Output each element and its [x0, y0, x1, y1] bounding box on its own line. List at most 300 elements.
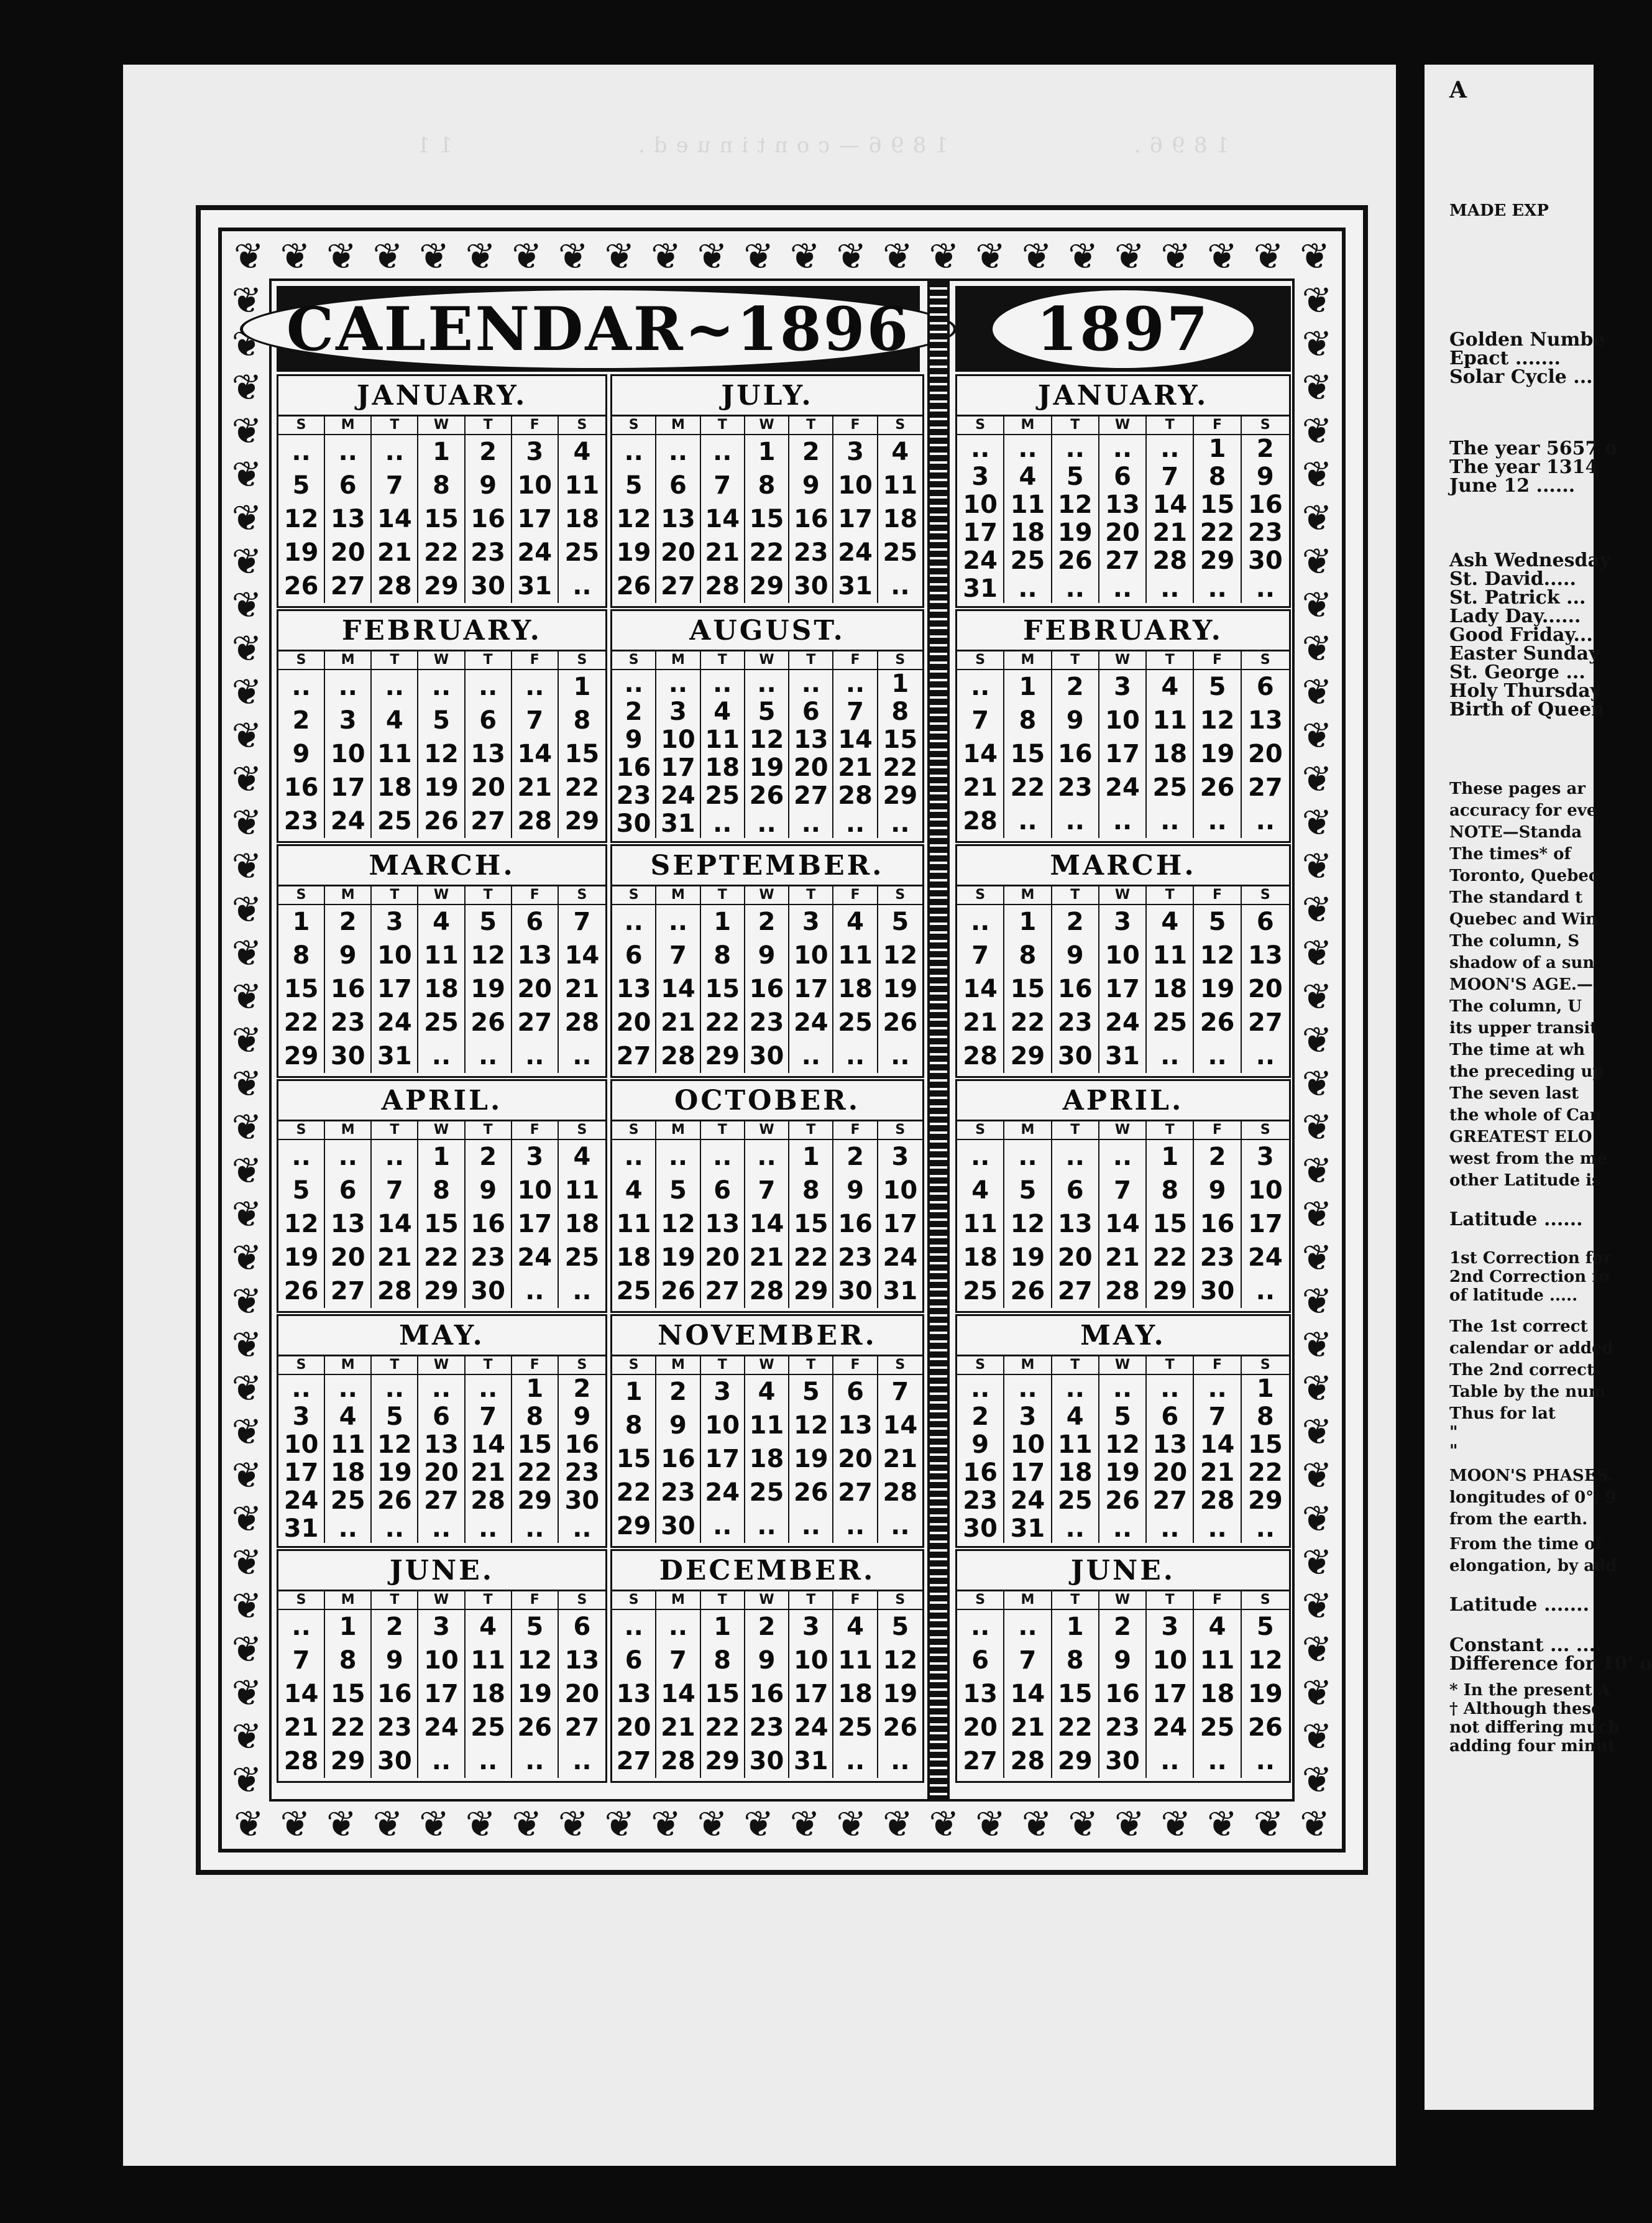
- day-number: ..: [1147, 1375, 1194, 1403]
- day-number: 5: [278, 1174, 325, 1207]
- weekday-header: M: [325, 1356, 372, 1375]
- day-number: 16: [564, 1430, 600, 1459]
- weekday-header: T: [1052, 1356, 1099, 1375]
- day-number: 5: [612, 469, 656, 502]
- leaf-ornament-icon: ❦: [1301, 366, 1333, 408]
- day-number: 5: [1099, 1403, 1147, 1431]
- day-number: ..: [1099, 1140, 1147, 1174]
- day-number: 22: [512, 1459, 559, 1487]
- day-number: 1: [325, 1610, 372, 1644]
- title-banner-1897: [955, 286, 1291, 372]
- almanac-text-line: from the earth.: [1449, 1510, 1588, 1529]
- day-number: 1: [278, 905, 325, 939]
- day-number: 20: [1147, 1459, 1194, 1487]
- leaf-ornament-icon: ❦: [280, 1803, 311, 1845]
- day-number: 5: [1256, 1613, 1274, 1641]
- day-number: 24: [372, 1006, 418, 1039]
- month-name: APRIL.: [278, 1081, 605, 1121]
- day-number: 11: [1147, 939, 1194, 972]
- weekday-header: W: [418, 886, 465, 905]
- calendar-title-1896: CALENDAR~1896: [240, 287, 957, 371]
- day-number: ..: [278, 670, 325, 704]
- day-number: 27: [466, 804, 512, 838]
- day-number: ..: [325, 1515, 372, 1543]
- leaf-ornament-icon: ❦: [1301, 1715, 1333, 1757]
- day-number: 30: [1099, 1744, 1147, 1778]
- month-block: [277, 1314, 607, 1548]
- day-number: 17: [1099, 972, 1147, 1006]
- leaf-ornament-icon: ❦: [231, 366, 262, 408]
- day-number: ..: [833, 1509, 878, 1543]
- day-number: 14: [1147, 491, 1194, 519]
- weekday-header: F: [512, 417, 559, 435]
- leaf-ornament-icon: ❦: [651, 235, 681, 277]
- weekday-header: W: [418, 651, 465, 670]
- weekday-header: S: [1242, 1356, 1289, 1375]
- day-number: 16: [612, 754, 656, 782]
- day-number: 18: [1147, 737, 1194, 771]
- day-number: ..: [1194, 1375, 1241, 1403]
- month-block: [955, 609, 1291, 843]
- day-number: 17: [372, 972, 418, 1006]
- day-number: 11: [325, 1431, 372, 1459]
- day-number: 8: [612, 1409, 656, 1442]
- day-grid: [957, 1121, 1289, 1308]
- day-number: 24: [512, 536, 559, 569]
- day-number: 17: [512, 502, 559, 536]
- day-number: 8: [1004, 704, 1052, 737]
- day-number: 4: [325, 1403, 372, 1431]
- day-number: 8: [418, 469, 465, 502]
- day-grid: [957, 651, 1289, 838]
- day-number: 4: [1147, 670, 1194, 704]
- day-number: ..: [325, 1375, 372, 1403]
- weekday-header: S: [559, 651, 605, 670]
- almanac-text-line: Lady Day......: [1449, 605, 1581, 627]
- day-number: 31: [883, 1277, 918, 1305]
- day-number: 27: [612, 1744, 656, 1778]
- day-number: 15: [883, 725, 918, 754]
- day-number: 20: [512, 972, 559, 1006]
- day-number: 28: [1194, 1487, 1241, 1515]
- day-number: ..: [418, 1515, 465, 1543]
- day-number: 5: [278, 469, 325, 502]
- day-number: 21: [957, 771, 1004, 804]
- day-number: 9: [957, 1431, 1004, 1459]
- day-number: 7: [512, 704, 559, 737]
- day-number: 23: [656, 1476, 700, 1509]
- day-number: 1: [612, 1375, 656, 1409]
- day-number: 8: [701, 1644, 745, 1677]
- day-number: 23: [745, 1006, 789, 1039]
- leaf-ornament-icon: ❦: [1301, 497, 1333, 539]
- day-number: 2: [325, 905, 372, 939]
- day-number: 12: [466, 939, 512, 972]
- leaf-ornament-icon: ❦: [1068, 235, 1098, 277]
- day-number: 28: [656, 1039, 700, 1073]
- day-number: ..: [1004, 1375, 1052, 1403]
- day-number: 5: [745, 698, 789, 726]
- day-number: 20: [1099, 519, 1147, 547]
- weekday-header: T: [1052, 417, 1099, 435]
- day-number: 4: [372, 704, 418, 737]
- day-number: ..: [957, 1140, 1004, 1174]
- day-number: 18: [957, 1241, 1004, 1274]
- weekday-header: T: [789, 651, 833, 670]
- leaf-ornament-icon: ❦: [231, 584, 262, 626]
- weekday-header: T: [789, 1121, 833, 1140]
- day-number: 3: [656, 698, 700, 726]
- ornamental-border-right: [1295, 278, 1339, 1802]
- day-number: 9: [656, 1409, 700, 1442]
- day-number: 4: [745, 1375, 789, 1409]
- day-number: 19: [612, 536, 656, 569]
- day-number: 25: [833, 1006, 878, 1039]
- day-number: 11: [1052, 1431, 1099, 1459]
- day-number: 30: [612, 810, 656, 838]
- day-number: 3: [512, 435, 559, 469]
- day-number: 29: [1194, 547, 1241, 575]
- leaf-ornament-icon: ❦: [231, 497, 262, 539]
- right-page-almanac: [1425, 65, 1652, 2110]
- day-number: 11: [883, 471, 918, 500]
- day-number: 16: [957, 1459, 1004, 1487]
- leaf-ornament-icon: ❦: [326, 235, 357, 277]
- day-number: 23: [564, 1458, 600, 1487]
- leaf-ornament-icon: ❦: [372, 1803, 403, 1845]
- leaf-ornament-icon: ❦: [1160, 1803, 1191, 1845]
- day-number: 25: [564, 538, 600, 567]
- weekday-header: M: [325, 417, 372, 435]
- day-number: 9: [573, 1402, 591, 1431]
- day-number: 13: [656, 502, 700, 536]
- weekday-header: S: [1242, 651, 1289, 670]
- day-number: 23: [745, 1711, 789, 1744]
- day-number: 30: [372, 1744, 418, 1778]
- day-number: 24: [883, 1243, 918, 1272]
- day-number: 27: [325, 569, 372, 603]
- day-number: 29: [418, 1274, 465, 1308]
- day-number: 9: [1256, 463, 1274, 491]
- month-name: MAY.: [278, 1316, 605, 1356]
- month-block: [610, 374, 924, 608]
- day-number: 24: [1248, 1243, 1283, 1272]
- weekday-header: W: [418, 1591, 465, 1610]
- day-number: 20: [325, 1241, 372, 1274]
- day-number: 20: [466, 771, 512, 804]
- leaf-ornament-icon: ❦: [1068, 1803, 1098, 1845]
- day-number: 7: [466, 1403, 512, 1431]
- day-number: 7: [1194, 1403, 1241, 1431]
- day-number: 11: [957, 1207, 1004, 1241]
- day-number: 28: [701, 569, 745, 603]
- day-number: 27: [833, 1476, 878, 1509]
- day-number: ..: [745, 810, 789, 838]
- day-number: 13: [833, 1409, 878, 1442]
- day-number: 14: [278, 1677, 325, 1711]
- day-number: ..: [418, 670, 465, 704]
- day-number: 17: [512, 1207, 559, 1241]
- weekday-header: T: [1147, 651, 1194, 670]
- day-number: ..: [745, 1140, 789, 1174]
- day-number: ..: [833, 670, 878, 698]
- weekday-header: M: [325, 886, 372, 905]
- day-number: 24: [278, 1487, 325, 1515]
- day-number: 2: [278, 704, 325, 737]
- day-number: 18: [745, 1442, 789, 1476]
- day-number: 6: [1147, 1403, 1194, 1431]
- day-number: 22: [278, 1006, 325, 1039]
- day-number: 9: [612, 726, 656, 754]
- day-number: 25: [1194, 1711, 1241, 1744]
- day-number: 16: [466, 502, 512, 536]
- day-number: 17: [1004, 1459, 1052, 1487]
- day-number: 2: [1052, 905, 1099, 939]
- day-number: 22: [1004, 771, 1052, 804]
- weekday-header: T: [1147, 417, 1194, 435]
- leaf-ornament-icon: ❦: [231, 932, 262, 974]
- almanac-text-line: ": [1449, 1423, 1458, 1442]
- day-number: 29: [701, 1039, 745, 1073]
- day-number: 11: [1004, 491, 1052, 519]
- weekday-header: W: [1099, 651, 1147, 670]
- day-number: 23: [1248, 518, 1283, 547]
- day-number: ..: [572, 572, 592, 601]
- day-number: ..: [612, 435, 656, 469]
- day-grid: [957, 1356, 1289, 1543]
- day-number: ..: [1004, 575, 1052, 603]
- weekday-header: W: [745, 1121, 789, 1140]
- month-name: SEPTEMBER.: [612, 846, 922, 886]
- day-number: 27: [612, 1039, 656, 1073]
- weekday-header: S: [1242, 417, 1289, 435]
- weekday-header: S: [957, 1356, 1004, 1375]
- almanac-text-line: Easter Sunday: [1449, 643, 1600, 665]
- day-number: 9: [1099, 1644, 1147, 1677]
- day-number: 31: [656, 810, 700, 838]
- almanac-text-line: Solar Cycle ...: [1449, 366, 1593, 388]
- day-number: ..: [656, 1610, 700, 1644]
- day-number: 7: [701, 469, 745, 502]
- almanac-text-line: The time at wh: [1449, 1041, 1585, 1059]
- day-number: 18: [1004, 519, 1052, 547]
- day-number: ..: [891, 1747, 910, 1775]
- weekday-header: T: [1147, 886, 1194, 905]
- day-number: 28: [466, 1487, 512, 1515]
- day-number: 31: [833, 569, 878, 603]
- weekday-header: S: [878, 417, 922, 435]
- weekday-header: F: [512, 1121, 559, 1140]
- day-number: ..: [701, 810, 745, 838]
- weekday-header: S: [878, 1356, 922, 1375]
- day-number: 15: [418, 502, 465, 536]
- day-number: ..: [891, 1512, 910, 1540]
- day-number: 20: [612, 1711, 656, 1744]
- day-number: 20: [957, 1711, 1004, 1744]
- weekday-header: T: [466, 886, 512, 905]
- weekday-header: S: [612, 417, 656, 435]
- almanac-text-line: GREATEST ELO: [1449, 1128, 1592, 1146]
- day-number: 10: [1147, 1644, 1194, 1677]
- almanac-text-line: 2nd Correction fo: [1449, 1268, 1610, 1286]
- leaf-ornament-icon: ❦: [1301, 1541, 1333, 1583]
- day-number: 12: [883, 1646, 918, 1675]
- day-number: 5: [891, 908, 909, 936]
- day-number: 7: [372, 1174, 418, 1207]
- almanac-text-line: elongation, by add: [1449, 1557, 1617, 1575]
- leaf-ornament-icon: ❦: [1301, 1193, 1333, 1235]
- day-number: 2: [1194, 1140, 1241, 1174]
- day-number: 11: [701, 726, 745, 754]
- weekday-header: M: [325, 651, 372, 670]
- leaf-ornament-icon: ❦: [1301, 1411, 1333, 1453]
- day-number: 5: [789, 1375, 833, 1409]
- day-number: ..: [612, 1140, 656, 1174]
- day-number: 8: [1147, 1174, 1194, 1207]
- day-number: ..: [1052, 575, 1099, 603]
- day-number: 19: [1248, 1680, 1283, 1708]
- day-number: ..: [466, 1744, 512, 1778]
- day-number: 21: [745, 1241, 789, 1274]
- day-number: 20: [325, 536, 372, 569]
- day-number: 31: [1099, 1039, 1147, 1073]
- day-number: ..: [466, 1375, 512, 1403]
- almanac-text-line: Difference for 10' o: [1449, 1653, 1652, 1675]
- weekday-header: S: [878, 1121, 922, 1140]
- day-grid: [278, 417, 605, 603]
- day-number: ..: [656, 435, 700, 469]
- day-number: 3: [372, 905, 418, 939]
- weekday-header: S: [278, 1356, 325, 1375]
- day-number: 21: [656, 1006, 700, 1039]
- almanac-text-line: From the time of: [1449, 1535, 1602, 1553]
- day-number: 11: [833, 1644, 878, 1677]
- calendar-frame: [196, 205, 1368, 1875]
- month-name: MARCH.: [278, 846, 605, 886]
- day-number: 15: [325, 1677, 372, 1711]
- weekday-header: S: [878, 886, 922, 905]
- day-number: 8: [745, 469, 789, 502]
- leaf-ornament-icon: ❦: [465, 235, 496, 277]
- day-number: 20: [1248, 975, 1283, 1003]
- day-number: ..: [1194, 804, 1241, 838]
- day-number: 16: [1194, 1207, 1241, 1241]
- leaf-ornament-icon: ❦: [1301, 1759, 1333, 1801]
- day-number: 30: [466, 569, 512, 603]
- column-divider: [927, 281, 950, 1799]
- day-number: 27: [512, 1006, 559, 1039]
- day-number: ..: [1099, 575, 1147, 603]
- weekday-header: W: [745, 651, 789, 670]
- day-number: ..: [891, 1042, 910, 1070]
- day-number: 22: [883, 753, 918, 782]
- day-number: 28: [883, 1478, 918, 1507]
- day-number: ..: [1194, 575, 1241, 603]
- day-number: 5: [1194, 670, 1241, 704]
- day-number: 26: [278, 1274, 325, 1308]
- month-block: [277, 609, 607, 843]
- ghost-text: 11: [408, 133, 453, 158]
- weekday-header: S: [957, 1591, 1004, 1610]
- day-number: 11: [745, 1409, 789, 1442]
- day-number: 22: [745, 536, 789, 569]
- almanac-text-line: A: [1449, 77, 1469, 103]
- weekday-header: F: [833, 886, 878, 905]
- almanac-text-line: Birth of Queen: [1449, 699, 1605, 720]
- day-number: 14: [957, 972, 1004, 1006]
- day-number: 23: [789, 536, 833, 569]
- weekday-header: S: [1242, 1121, 1289, 1140]
- month-name: AUGUST.: [612, 611, 922, 651]
- leaf-ornament-icon: ❦: [280, 235, 311, 277]
- day-number: ..: [1255, 1277, 1275, 1305]
- day-number: 17: [1099, 737, 1147, 771]
- day-number: 16: [372, 1677, 418, 1711]
- day-number: 25: [957, 1274, 1004, 1308]
- weekday-header: F: [833, 1591, 878, 1610]
- day-number: 26: [1099, 1487, 1147, 1515]
- almanac-text-line: The 1st correct: [1449, 1317, 1588, 1336]
- day-number: 6: [418, 1403, 465, 1431]
- day-number: 23: [1052, 1006, 1099, 1039]
- day-number: 9: [789, 469, 833, 502]
- day-number: ..: [656, 1140, 700, 1174]
- day-number: 2: [573, 1374, 591, 1403]
- month-name: JUNE.: [278, 1551, 605, 1591]
- day-number: 27: [564, 1713, 600, 1742]
- almanac-text-line: of latitude .....: [1449, 1286, 1578, 1305]
- leaf-ornament-icon: ❦: [1301, 671, 1333, 713]
- day-number: 12: [1194, 939, 1241, 972]
- day-number: 11: [466, 1644, 512, 1677]
- day-number: 26: [1194, 1006, 1241, 1039]
- leaf-ornament-icon: ❦: [231, 671, 262, 713]
- almanac-text-line: St. Patrick ...: [1449, 587, 1586, 609]
- month-block: [610, 844, 924, 1078]
- day-number: 15: [1004, 972, 1052, 1006]
- month-name: JANUARY.: [278, 376, 605, 417]
- day-number: ..: [1004, 435, 1052, 463]
- leaf-ornament-icon: ❦: [789, 1803, 820, 1845]
- day-number: 11: [372, 737, 418, 771]
- day-number: 21: [1099, 1241, 1147, 1274]
- day-number: 12: [512, 1644, 559, 1677]
- month-block: [277, 1549, 607, 1783]
- day-number: 8: [418, 1174, 465, 1207]
- day-number: 26: [372, 1487, 418, 1515]
- leaf-ornament-icon: ❦: [1301, 410, 1333, 452]
- day-number: ..: [572, 1042, 592, 1070]
- day-number: 26: [612, 569, 656, 603]
- day-number: 27: [656, 569, 700, 603]
- day-number: ..: [1147, 575, 1194, 603]
- day-number: ..: [278, 1375, 325, 1403]
- day-number: 13: [418, 1431, 465, 1459]
- weekday-header: M: [1004, 1356, 1052, 1375]
- day-number: ..: [372, 1515, 418, 1543]
- day-number: 13: [325, 502, 372, 536]
- day-number: 18: [564, 505, 600, 533]
- day-number: 21: [512, 771, 559, 804]
- day-number: ..: [325, 1140, 372, 1174]
- month-name: MARCH.: [957, 846, 1289, 886]
- left-page: [123, 65, 1396, 2166]
- day-number: ..: [789, 670, 833, 698]
- day-number: 22: [564, 773, 600, 802]
- day-number: 19: [1194, 737, 1241, 771]
- day-number: ..: [466, 1039, 512, 1073]
- day-number: 26: [883, 1713, 918, 1742]
